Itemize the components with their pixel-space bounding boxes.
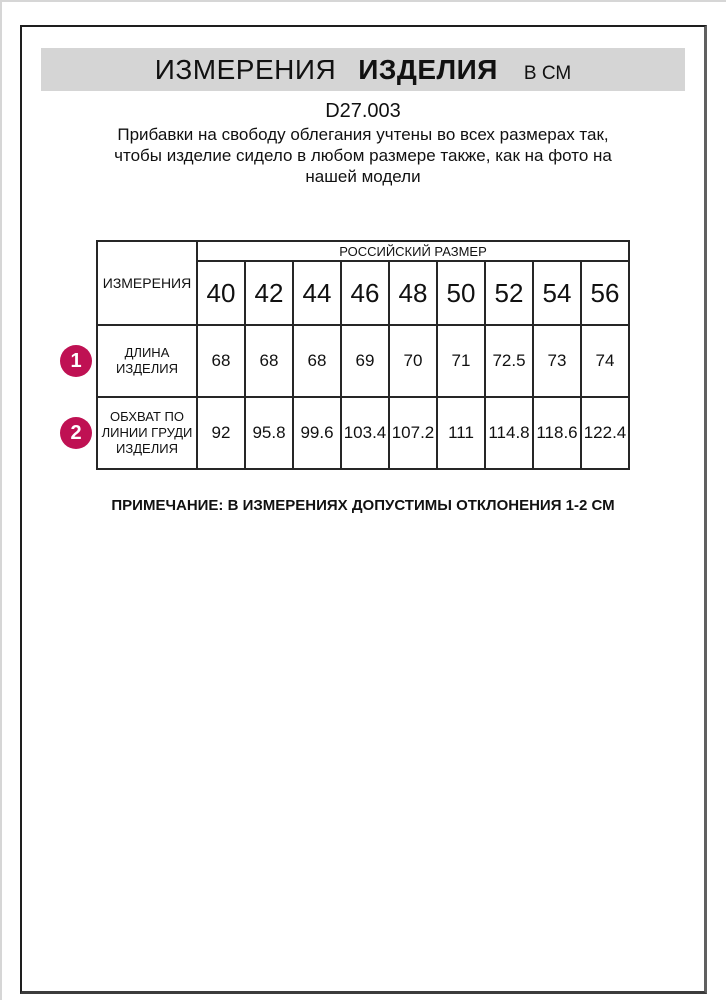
value-cell: 107.2 [389, 397, 437, 469]
size-header-50: 50 [437, 261, 485, 325]
value-cell: 68 [245, 325, 293, 397]
value-cell: 68 [197, 325, 245, 397]
row-marker-badge: 1 [60, 345, 92, 377]
value-cell: 118.6 [533, 397, 581, 469]
value-cell: 74 [581, 325, 629, 397]
row-marker-badge: 2 [60, 417, 92, 449]
value-cell: 122.4 [581, 397, 629, 469]
value-cell: 68 [293, 325, 341, 397]
size-table-area [22, 240, 704, 470]
size-header-40: 40 [197, 261, 245, 325]
title-measurements: ИЗМЕРЕНИЯ [154, 54, 337, 85]
title-units: В СМ [523, 63, 572, 84]
value-cell: 92 [197, 397, 245, 469]
title-bar [41, 48, 685, 91]
size-header-52: 52 [485, 261, 533, 325]
title-product: ИЗДЕЛИЯ [358, 54, 498, 85]
value-cell: 103.4 [341, 397, 389, 469]
table-row-2 [97, 397, 629, 469]
value-cell: 72.5 [485, 325, 533, 397]
value-cell: 111 [437, 397, 485, 469]
value-cell: 69 [341, 325, 389, 397]
size-header-46: 46 [341, 261, 389, 325]
corner-header: ИЗМЕРЕНИЯ [97, 241, 197, 325]
page-top-edge [0, 0, 726, 2]
size-header-44: 44 [293, 261, 341, 325]
size-header-54: 54 [533, 261, 581, 325]
size-header-56: 56 [581, 261, 629, 325]
page-frame [20, 25, 707, 994]
value-cell: 73 [533, 325, 581, 397]
measurement-label-text: ДЛИНА ИЗДЕЛИЯ [116, 345, 178, 376]
model-code: D27.003 [325, 100, 401, 122]
russian-size-header: РОССИЙСКИЙ РАЗМЕР [197, 241, 629, 261]
value-cell: 95.8 [245, 397, 293, 469]
measurement-label-text: ОБХВАТ ПО ЛИНИИ ГРУДИ ИЗДЕЛИЯ [101, 409, 193, 456]
size-header-42: 42 [245, 261, 293, 325]
value-cell: 114.8 [485, 397, 533, 469]
note-text: ПРИМЕЧАНИЕ: В ИЗМЕРЕНИЯХ ДОПУСТИМЫ ОТКЛОНЕНИЯ 1-2 СМ [111, 497, 615, 514]
size-table [70, 240, 630, 470]
measurement-label-cell [70, 325, 197, 397]
value-cell: 70 [389, 325, 437, 397]
size-table-head [97, 241, 629, 325]
measurement-label-cell [70, 397, 197, 469]
value-cell: 71 [437, 325, 485, 397]
size-table-body [70, 325, 629, 469]
size-header-48: 48 [389, 261, 437, 325]
table-row-1 [97, 325, 629, 397]
fit-description: Прибавки на свободу облегания учтены во всех размерах так, чтобы изделие сидело в любом размере также, как на фото на нашей модели [114, 125, 612, 186]
value-cell: 99.6 [293, 397, 341, 469]
page-left-edge [0, 0, 2, 1000]
